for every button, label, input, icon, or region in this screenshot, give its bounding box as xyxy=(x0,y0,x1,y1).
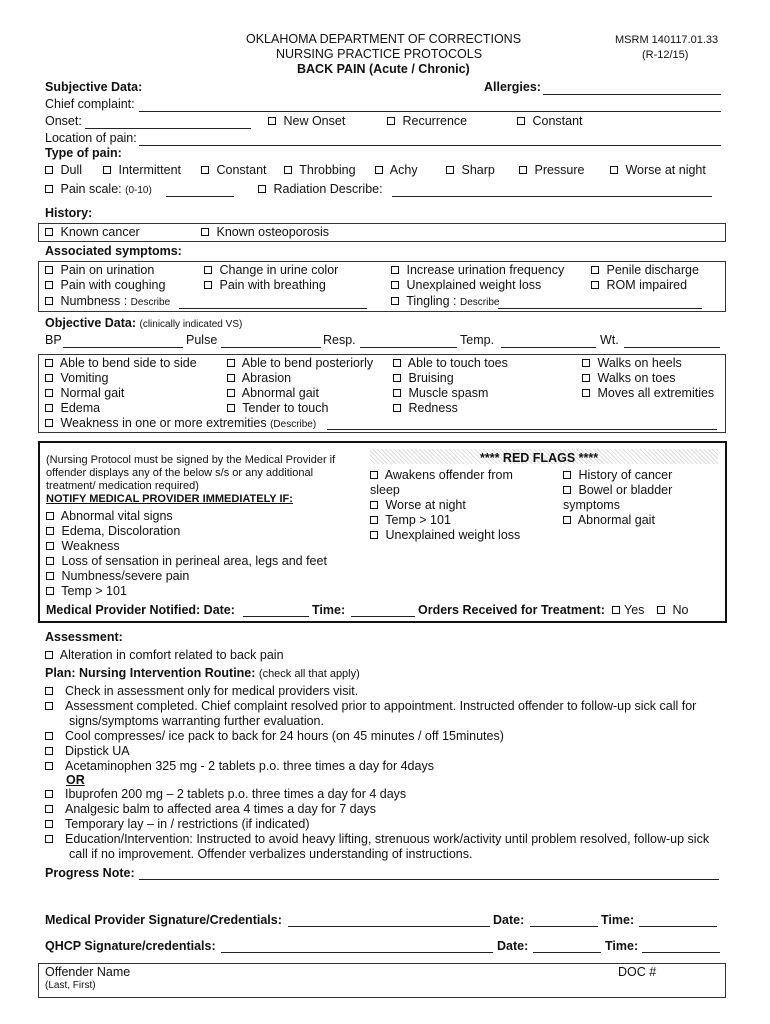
obj-normal-gait[interactable]: Normal gait xyxy=(45,386,124,400)
type-achy[interactable]: Achy xyxy=(375,163,418,177)
checkbox-icon[interactable] xyxy=(45,835,53,843)
medical-sig-label: Medical Provider Signature/Credentials: xyxy=(45,913,282,927)
form-revision: (R-12/15) xyxy=(642,49,689,61)
checkbox-icon[interactable] xyxy=(45,732,53,740)
doc-number-label: DOC # xyxy=(618,965,657,979)
type-worse-at-night[interactable]: Worse at night xyxy=(610,163,706,177)
obj-edema[interactable]: Edema xyxy=(45,401,100,415)
assoc-numbness[interactable]: Numbness : Describe xyxy=(45,294,170,308)
checkbox-icon[interactable] xyxy=(370,471,378,479)
checkbox-icon[interactable] xyxy=(46,542,54,550)
history-known-osteoporosis[interactable]: Known osteoporosis xyxy=(201,225,329,239)
checkbox-icon[interactable] xyxy=(393,359,401,367)
notified-date-label: Medical Provider Notified: Date: xyxy=(46,603,235,617)
checkbox-icon[interactable] xyxy=(45,266,53,274)
checkbox-icon[interactable] xyxy=(591,266,599,274)
plan-or: OR xyxy=(66,773,85,787)
weakness-field[interactable] xyxy=(327,429,717,430)
obj-bend-posteriorly[interactable]: Able to bend posteriorly xyxy=(227,356,373,370)
checkbox-icon[interactable] xyxy=(201,166,209,174)
rf-history-cancer[interactable]: History of cancer xyxy=(563,468,672,482)
notify-weakness[interactable]: Weakness xyxy=(46,539,120,553)
checkbox-icon[interactable] xyxy=(258,185,266,193)
plan-dipstick[interactable]: Dipstick UA xyxy=(45,744,130,758)
medical-sig-field[interactable] xyxy=(288,926,490,927)
plan-ibuprofen[interactable]: Ibuprofen 200 mg – 2 tablets p.o. three times a day for 4 days xyxy=(45,787,406,801)
rf-weight-loss[interactable]: Unexplained weight loss xyxy=(370,528,520,542)
assoc-penile-discharge[interactable]: Penile discharge xyxy=(591,263,699,277)
checkbox-icon[interactable] xyxy=(227,359,235,367)
bp-field[interactable] xyxy=(63,347,183,348)
pain-scale[interactable]: Pain scale: (0-10) xyxy=(45,182,152,196)
notified-date-field[interactable] xyxy=(243,616,309,617)
checkbox-icon[interactable] xyxy=(45,281,53,289)
checkbox-icon[interactable] xyxy=(45,790,53,798)
onset-field[interactable] xyxy=(85,128,251,129)
vital-resp: Resp. xyxy=(323,333,356,347)
agency-name: OKLAHOMA DEPARTMENT OF CORRECTIONS xyxy=(246,32,522,46)
checkbox-icon[interactable] xyxy=(387,117,395,125)
offender-name-label: Offender Name xyxy=(45,965,131,979)
onset-new[interactable]: New Onset xyxy=(268,114,345,128)
plan-education-cont: call if no improvement. Offender verbalizes understanding of instructions. xyxy=(69,847,473,861)
checkbox-icon[interactable] xyxy=(45,297,53,305)
checkbox-icon[interactable] xyxy=(45,166,53,174)
checkbox-icon[interactable] xyxy=(204,281,212,289)
assoc-tingling[interactable]: Tingling : Describe xyxy=(391,294,499,308)
checkbox-icon[interactable] xyxy=(45,404,53,412)
protocol-note-3: treatment/ medication required) xyxy=(46,480,199,492)
checkbox-icon[interactable] xyxy=(657,606,665,614)
checkbox-icon[interactable] xyxy=(45,702,53,710)
qhcp-time-field[interactable] xyxy=(642,952,720,953)
tingling-field[interactable] xyxy=(498,308,702,309)
checkbox-icon[interactable] xyxy=(45,228,53,236)
orders-label: Orders Received for Treatment: xyxy=(418,603,605,617)
progress-note-label: Progress Note: xyxy=(45,866,135,880)
qhcp-time-label: Time: xyxy=(605,939,639,953)
wt-field[interactable] xyxy=(624,347,720,348)
type-pressure[interactable]: Pressure xyxy=(519,163,585,177)
checkbox-icon[interactable] xyxy=(370,516,378,524)
obj-walks-heels[interactable]: Walks on heels xyxy=(582,356,682,370)
obj-abnormal-gait[interactable]: Abnormal gait xyxy=(227,386,319,400)
checkbox-icon[interactable] xyxy=(612,606,620,614)
checkbox-icon[interactable] xyxy=(591,281,599,289)
subjective-heading: Subjective Data: xyxy=(45,80,143,94)
orders-yes[interactable]: Yes xyxy=(612,603,644,617)
notify-temp[interactable]: Temp > 101 xyxy=(46,584,127,598)
onset-recurrence[interactable]: Recurrence xyxy=(387,114,467,128)
medical-date-label: Date: xyxy=(493,913,525,927)
type-dull[interactable]: Dull xyxy=(45,163,82,177)
qhcp-sig-field[interactable] xyxy=(221,952,493,953)
assoc-pain-urination[interactable]: Pain on urination xyxy=(45,263,154,277)
checkbox-icon[interactable] xyxy=(204,266,212,274)
radiation[interactable]: Radiation Describe: xyxy=(258,182,383,196)
assoc-pain-breathing[interactable]: Pain with breathing xyxy=(204,278,326,292)
checkbox-icon[interactable] xyxy=(45,805,53,813)
rf-bowel-bladder[interactable]: Bowel or bladder xyxy=(563,483,672,497)
medical-time-label: Time: xyxy=(601,913,635,927)
onset-label: Onset: xyxy=(45,114,82,128)
resp-field[interactable] xyxy=(360,347,457,348)
obj-moves-extremities[interactable]: Moves all extremities xyxy=(582,386,714,400)
form-number: MSRM 140117.01.33 xyxy=(615,34,719,46)
checkbox-icon[interactable] xyxy=(582,374,590,382)
plan-check-in[interactable]: Check in assessment only for medical providers visit. xyxy=(45,684,358,698)
vital-bp: BP xyxy=(45,333,62,347)
objective-heading: Objective Data: (clinically indicated VS) xyxy=(45,316,243,330)
obj-tender[interactable]: Tender to touch xyxy=(227,401,328,415)
medical-time-field[interactable] xyxy=(639,926,717,927)
checkbox-icon[interactable] xyxy=(45,747,53,755)
checkbox-icon[interactable] xyxy=(391,266,399,274)
checkbox-icon[interactable] xyxy=(45,820,53,828)
temp-field[interactable] xyxy=(501,347,596,348)
assessment-heading: Assessment: xyxy=(45,630,123,644)
history-known-cancer[interactable]: Known cancer xyxy=(45,225,140,239)
program-name: NURSING PRACTICE PROTOCOLS xyxy=(276,47,483,61)
plan-lay-in[interactable]: Temporary lay – in / restrictions (if indicated) xyxy=(45,817,310,831)
orders-no[interactable]: No xyxy=(657,603,688,617)
obj-walks-toes[interactable]: Walks on toes xyxy=(582,371,676,385)
checkbox-icon[interactable] xyxy=(227,389,235,397)
checkbox-icon[interactable] xyxy=(46,572,54,580)
vital-wt: Wt. xyxy=(600,333,619,347)
obj-weakness[interactable]: Weakness in one or more extremities (Describe) xyxy=(45,416,316,430)
checkbox-icon[interactable] xyxy=(582,359,590,367)
qhcp-date-label: Date: xyxy=(497,939,529,953)
allergies-field[interactable] xyxy=(543,94,721,95)
checkbox-icon[interactable] xyxy=(563,516,571,524)
obj-touch-toes[interactable]: Able to touch toes xyxy=(393,356,508,370)
obj-abrasion[interactable]: Abrasion xyxy=(227,371,291,385)
rf-temp[interactable]: Temp > 101 xyxy=(370,513,451,527)
checkbox-icon[interactable] xyxy=(582,389,590,397)
associated-heading: Associated symptoms: xyxy=(45,244,182,258)
allergies-label: Allergies: xyxy=(484,80,541,94)
form-title: BACK PAIN (Acute / Chronic) xyxy=(297,62,470,76)
assoc-pain-coughing[interactable]: Pain with coughing xyxy=(45,278,165,292)
plan-heading: Plan: Nursing Intervention Routine: (check all that apply) xyxy=(45,666,360,680)
checkbox-icon[interactable] xyxy=(45,419,53,427)
checkbox-icon[interactable] xyxy=(393,404,401,412)
medical-date-field[interactable] xyxy=(530,926,598,927)
rf-symptoms: symptoms xyxy=(563,498,620,512)
checkbox-icon[interactable] xyxy=(227,404,235,412)
type-intermittent[interactable]: Intermittent xyxy=(103,163,181,177)
pain-scale-field[interactable] xyxy=(166,196,234,197)
checkbox-icon[interactable] xyxy=(519,166,527,174)
assoc-urine-color[interactable]: Change in urine color xyxy=(204,263,338,277)
checkbox-icon[interactable] xyxy=(45,389,53,397)
plan-assessment-cont: signs/symptoms warranting further evaluation. xyxy=(69,714,324,728)
qhcp-sig-label: QHCP Signature/credentials: xyxy=(45,939,216,953)
assoc-weight-loss[interactable]: Unexplained weight loss xyxy=(391,278,541,292)
obj-bruising[interactable]: Bruising xyxy=(393,371,454,385)
assessment-item[interactable]: Alteration in comfort related to back pain xyxy=(45,648,284,662)
obj-bend-side[interactable]: Able to bend side to side xyxy=(45,356,197,370)
qhcp-date-field[interactable] xyxy=(533,952,601,953)
notify-heading: NOTIFY MEDICAL PROVIDER IMMEDIATELY IF: xyxy=(46,493,293,505)
checkbox-icon[interactable] xyxy=(227,374,235,382)
checkbox-icon[interactable] xyxy=(45,359,53,367)
notify-loss-sensation[interactable]: Loss of sensation in perineal area, legs and feet xyxy=(46,554,327,568)
plan-cool-compress[interactable]: Cool compresses/ ice pack to back for 24 hours (on 45 minutes / off 15minutes) xyxy=(45,729,504,743)
checkbox-icon[interactable] xyxy=(610,166,618,174)
red-flags-title: **** RED FLAGS **** xyxy=(480,451,599,465)
plan-assessment-completed[interactable]: Assessment completed. Chief complaint resolved prior to appointment. Instructed offender to follow-up sick call for xyxy=(45,699,696,713)
checkbox-icon[interactable] xyxy=(517,117,525,125)
checkbox-icon[interactable] xyxy=(45,185,53,193)
assoc-rom-impaired[interactable]: ROM impaired xyxy=(591,278,687,292)
vital-temp: Temp. xyxy=(460,333,495,347)
checkbox-icon[interactable] xyxy=(446,166,454,174)
obj-muscle-spasm[interactable]: Muscle spasm xyxy=(393,386,488,400)
rf-worse-night[interactable]: Worse at night xyxy=(370,498,466,512)
vital-pulse: Pulse xyxy=(186,333,218,347)
protocol-note-1: (Nursing Protocol must be signed by the Medical Provider if xyxy=(46,454,336,466)
checkbox-icon[interactable] xyxy=(201,228,209,236)
chief-complaint-label: Chief complaint: xyxy=(45,97,135,111)
checkbox-icon[interactable] xyxy=(393,374,401,382)
type-constant[interactable]: Constant xyxy=(201,163,267,177)
checkbox-icon[interactable] xyxy=(45,762,53,770)
notify-numbness[interactable]: Numbness/severe pain xyxy=(46,569,189,583)
checkbox-icon[interactable] xyxy=(46,587,54,595)
checkbox-icon[interactable] xyxy=(46,527,54,535)
obj-redness[interactable]: Redness xyxy=(393,401,458,415)
rf-sleep: sleep xyxy=(370,483,400,497)
checkbox-icon[interactable] xyxy=(375,166,383,174)
checkbox-icon[interactable] xyxy=(391,297,399,305)
history-box xyxy=(38,223,726,242)
numbness-field[interactable] xyxy=(179,308,367,309)
onset-constant[interactable]: Constant xyxy=(517,114,583,128)
checkbox-icon[interactable] xyxy=(268,117,276,125)
type-throbbing[interactable]: Throbbing xyxy=(284,163,356,177)
checkbox-icon[interactable] xyxy=(370,531,378,539)
notified-time-field[interactable] xyxy=(351,616,415,617)
checkbox-icon[interactable] xyxy=(393,389,401,397)
checkbox-icon[interactable] xyxy=(46,512,54,520)
checkbox-icon[interactable] xyxy=(370,501,378,509)
checkbox-icon[interactable] xyxy=(103,166,111,174)
checkbox-icon[interactable] xyxy=(563,486,571,494)
checkbox-icon[interactable] xyxy=(284,166,292,174)
plan-education[interactable]: Education/Intervention: Instructed to avoid heavy lifting, strenuous work/activity until problem resolved, follow-up sick xyxy=(45,832,709,846)
notified-time-label: Time: xyxy=(312,603,346,617)
location-label: Location of pain: xyxy=(45,131,137,145)
rf-abnormal-gait[interactable]: Abnormal gait xyxy=(563,513,655,527)
offender-last-first: (Last, First) xyxy=(45,980,96,991)
plan-analgesic[interactable]: Analgesic balm to affected area 4 times a day for 7 days xyxy=(45,802,376,816)
location-field[interactable] xyxy=(139,145,721,146)
chief-complaint-field[interactable] xyxy=(139,111,721,112)
notify-edema[interactable]: Edema, Discoloration xyxy=(46,524,180,538)
checkbox-icon[interactable] xyxy=(45,374,53,382)
notify-abnormal-vitals[interactable]: Abnormal vital signs xyxy=(46,509,173,523)
checkbox-icon[interactable] xyxy=(391,281,399,289)
checkbox-icon[interactable] xyxy=(45,651,53,659)
plan-acetaminophen[interactable]: Acetaminophen 325 mg - 2 tablets p.o. three times a day for 4days xyxy=(45,759,434,773)
checkbox-icon[interactable] xyxy=(563,471,571,479)
radiation-field[interactable] xyxy=(392,196,712,197)
protocol-note-2: offender displays any of the below s/s or any additional xyxy=(46,467,314,479)
progress-note-field[interactable] xyxy=(139,879,719,880)
type-sharp[interactable]: Sharp xyxy=(446,163,495,177)
rf-awakens[interactable]: Awakens offender from xyxy=(370,468,513,482)
history-heading: History: xyxy=(45,206,93,220)
pulse-field[interactable] xyxy=(221,347,321,348)
assoc-urination-frequency[interactable]: Increase urination frequency xyxy=(391,263,564,277)
checkbox-icon[interactable] xyxy=(46,557,54,565)
type-heading: Type of pain: xyxy=(45,146,122,160)
obj-vomiting[interactable]: Vomiting xyxy=(45,371,108,385)
checkbox-icon[interactable] xyxy=(45,687,53,695)
